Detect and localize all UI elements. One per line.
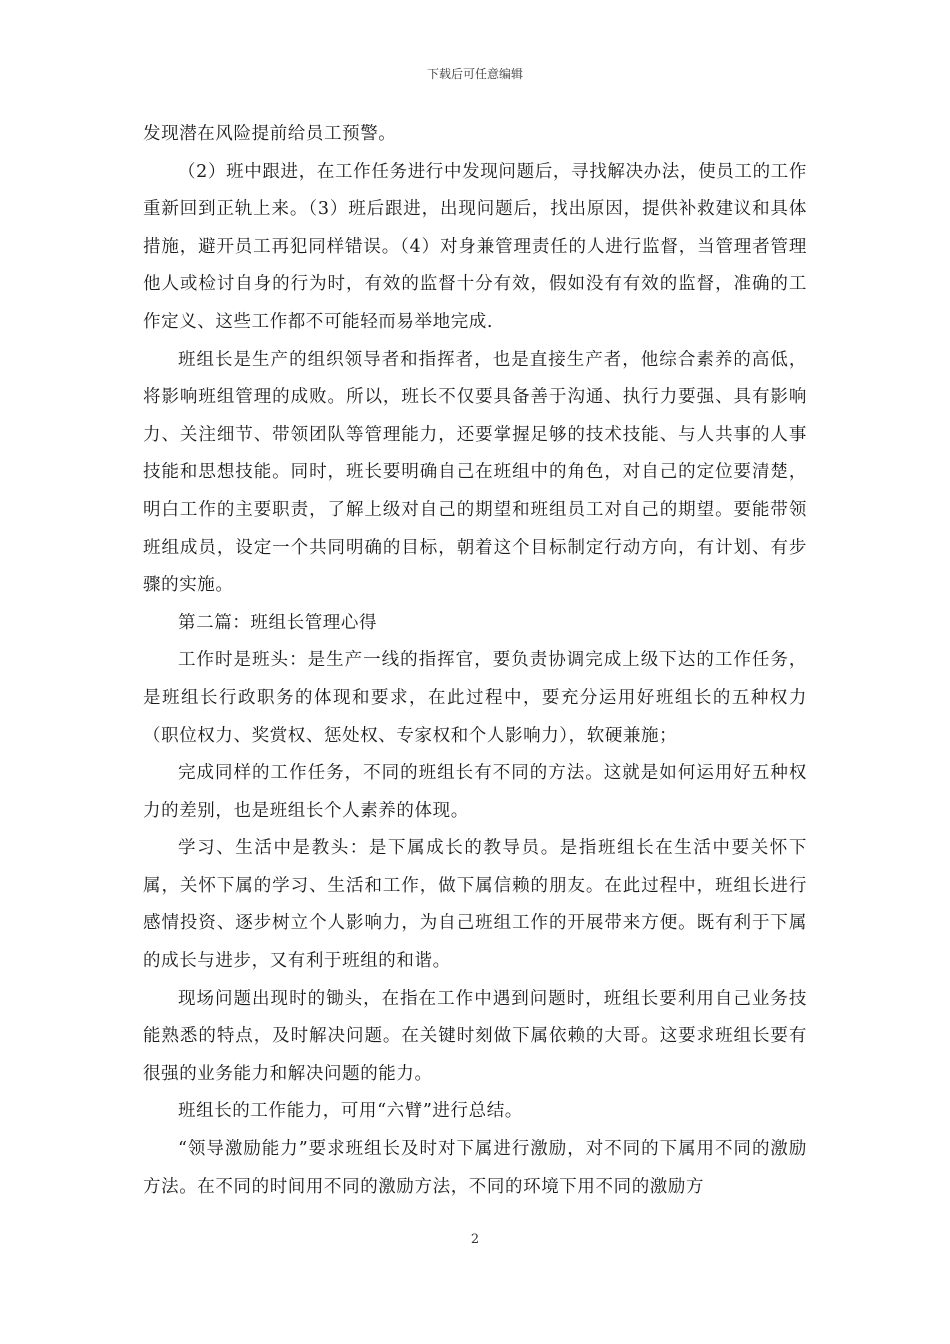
body-paragraph: 完成同样的工作任务，不同的班组长有不同的方法。这就是如何运用好五种权力的差别，也是班组长个人素养的体现。 <box>143 763 807 821</box>
body-paragraph: “领导激励能力”要求班组长及时对下属进行激励，对不同的下属用不同的激励方法。在不同的时间用不同的激励方法，不同的环境下用不同的激励方 <box>143 1139 807 1197</box>
page-number: 2 <box>470 1232 480 1247</box>
body-paragraph: 班组长的工作能力，可用“六臂”进行总结。 <box>178 1101 523 1122</box>
body-paragraph: 学习、生活中是教头：是下属成长的教导员。是指班组长在生活中要关怀下属，关怀下属的学习、生活和工作，做下属信赖的朋友。在此过程中，班组长进行感情投资、逐步树立个人影响力，为自己班组工作的开展带来方便。既有利于下属的成长与进步，又有利于班组的和谐。 <box>143 838 807 972</box>
body-paragraph: 发现潜在风险提前给员工预警。 <box>143 124 397 144</box>
body-paragraph: 班组长是生产的组织领导者和指挥者，也是直接生产者，他综合素养的高低，将影响班组管理的成败。所以，班长不仅要具备善于沟通、执行力要强、具有影响力、关注细节、带领团队等管理能力，还要掌握足够的技术技能、与人共事的人事技能和思想技能。同时，班长要明确自己在班组中的角色，对自己的定位要清楚，明白工作的主要职责，了解上级对自己的期望和班组员工对自己的期望。要能带领班组成员，设定一个共同明确的目标，朝着这个目标制定行动方向，有计划、有步骤的实施。 <box>143 349 807 596</box>
document-body <box>143 116 807 1206</box>
section-heading: 第二篇：班组长管理心得 <box>178 612 378 633</box>
body-paragraph: 现场问题出现时的锄头，在指在工作中遇到问题时，班组长要利用自己业务技能熟悉的特点，及时解决问题。在关键时刻做下属依赖的大哥。这要求班组长要有很强的业务能力和解决问题的能力。 <box>143 988 807 1084</box>
body-paragraph: （2）班中跟进，在工作任务进行中发现问题后，寻找解决办法，使员工的工作重新回到正轨上来。（3）班后跟进，出现问题后，找出原因，提供补救建议和具体措施，避开员工再犯同样错误。（4）对身兼管理责任的人进行监督，当管理者管理他人或检讨自身的行为时，有效的监督十分有效，假如没有有效的监督，准确的工作定义、这些工作都不可能轻而易举地完成. <box>143 161 807 332</box>
page-header: 下载后可任意编辑 <box>426 67 523 81</box>
body-paragraph: 工作时是班头：是生产一线的指挥官，要负责协调完成上级下达的工作任务，是班组长行政职务的体现和要求，在此过程中，要充分运用好班组长的五种权力（职位权力、奖赏权、惩处权、专家权和个人影响力），软硬兼施； <box>143 650 807 746</box>
